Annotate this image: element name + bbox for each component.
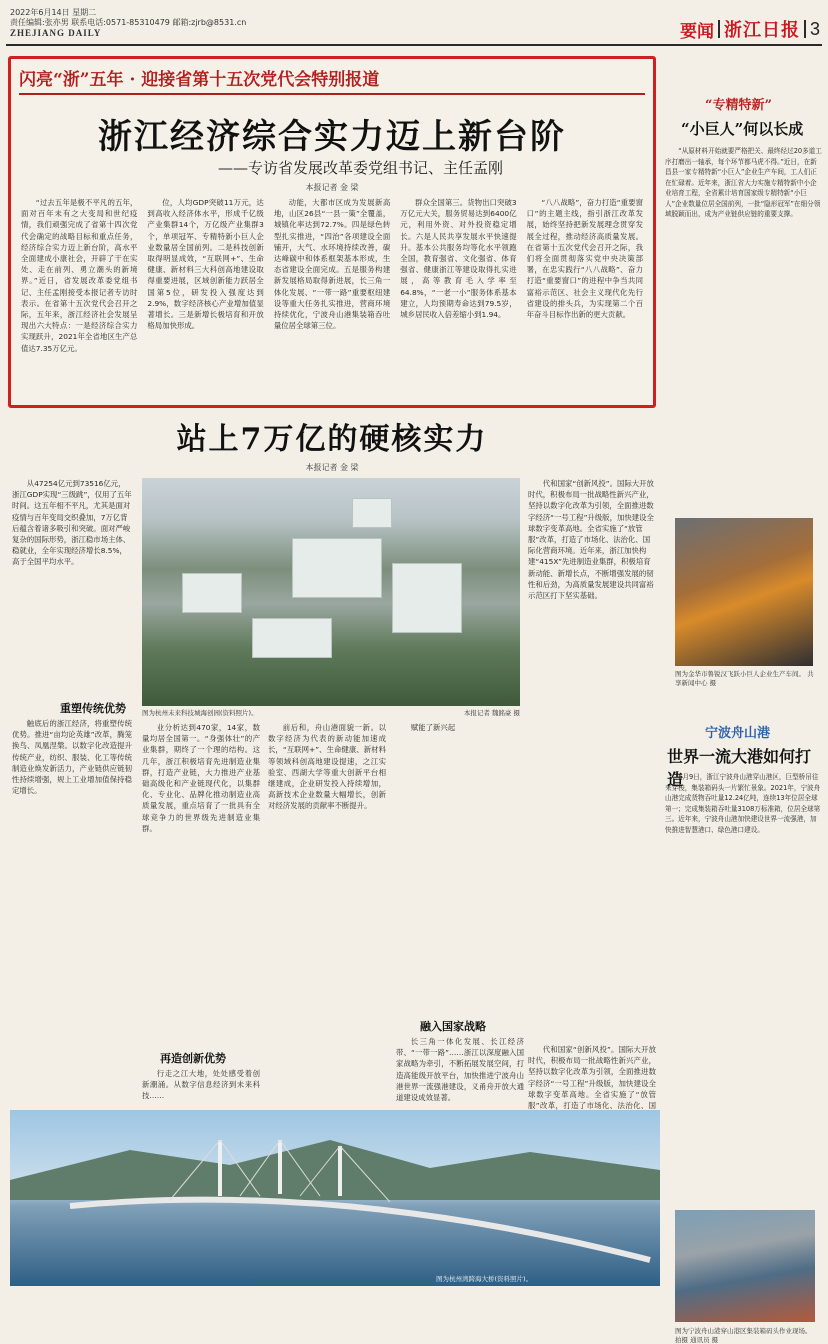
section-name: 要闻 bbox=[679, 21, 714, 42]
feature-column: “过去五年是极不平凡的五年，面对百年未有之大变局和世纪疫情，我们顽强完成了省第十四次党代会确定的战略目标和重点任务，经济综合实力迈上新台阶，高水平全面建成小康社会，开辟了干在实处、走在前列、勇立潮头的新境界。”近日，省发展改革委党组书记、主任孟刚接受本报记者专访时表示。在省第十五次党代会召开之际，五年来，浙江经济社会发展呈现出六大特点：一是经济综合实力实现跃升，2021年全省地区生产总值达7.35万亿元。 bbox=[21, 198, 138, 353]
feature-byline: 本报记者 金 梁 bbox=[305, 183, 359, 192]
subheading-traditional-advantage: 重塑传统优势 bbox=[60, 702, 126, 715]
article2-byline: 本报记者 金 梁 bbox=[305, 463, 359, 472]
body-column: 赋能了新兴起 bbox=[410, 723, 456, 732]
body-column: 长三角一体化发展、长江经济带、“一带一路”……浙江以深度融入国家战略为牵引，不断拓展发展空间，打造高能级开放平台，加快推进宁波舟山港世界一流强港建设，义甬舟开放大通道建设成效显著。 bbox=[396, 1037, 524, 1103]
feature-column: 群众全国第三。货物出口突破3万亿元大关，服务贸易达到6400亿元，利用外资、对外投资稳定增长。六是人民共享发展水平快速提升。基本公共服务均等化水平领跑全国，教育强省、文化强省、体育强省、健康浙江等建设取得扎实进展，高等教育毛入学率至64.8%，“一老一小”服务体系基本建立，人均预期寿命达到79.5岁，城乡居民收入倍差缩小到1.94。 bbox=[400, 198, 517, 320]
port-photo bbox=[675, 1210, 815, 1322]
right-body-port: 6月9日，浙江宁波舟山港穿山港区，巨型桥吊往来穿梭，集装箱码头一片繁忙景象。2021年，宁波舟山港完成货物吞吐量12.24亿吨，连续13年位居全球第一；完成集装箱吞吐量3108万标准箱，位居全球第三。近年来，宁波舟山港加快建设世界一流强港，加快推进智慧港口、绿色港口建设。 bbox=[665, 773, 821, 834]
bridge-caption: 图为杭州湾跨海大桥(资料照片)。 bbox=[436, 1275, 533, 1283]
paper-logo: 浙江日报 bbox=[723, 20, 800, 41]
factory-photo bbox=[675, 518, 813, 666]
mountains-shape bbox=[10, 1140, 660, 1200]
feature-subhead: ——专访省发展改革委党组书记、主任孟刚 bbox=[217, 159, 503, 177]
feature-article bbox=[8, 56, 656, 408]
port-caption: 图为宁波舟山港穿山港区集装箱码头作业现场。 拍摄 通讯员 摄 bbox=[675, 1327, 812, 1344]
divider bbox=[804, 20, 806, 38]
masthead-brand bbox=[680, 16, 820, 42]
building-shape bbox=[292, 538, 382, 598]
feature-kicker: 闪亮“浙”五年 · 迎接省第十五次党代会特别报道 bbox=[19, 70, 380, 90]
photo-credit: 本报记者 魏銘豪 摄 bbox=[463, 709, 520, 717]
kicker-rule bbox=[19, 93, 645, 95]
feature-headline[interactable]: 浙江经济综合实力迈上新台阶 bbox=[98, 117, 566, 157]
tech-park-photo bbox=[142, 478, 520, 706]
building-shape bbox=[352, 498, 392, 528]
right-headline-port[interactable]: 世界一流大港如何打造 bbox=[667, 747, 812, 789]
right-headline[interactable]: “小巨人”何以长成 bbox=[681, 120, 804, 138]
building-shape bbox=[182, 573, 242, 613]
masthead bbox=[6, 4, 822, 46]
body-column: 触底后的浙江经济，将重塑传统优势。推进“亩均论英雄”改革，腾笼换鸟、凤凰涅槃。以数字化改造提升传统产业，纺织、服装、化工等传统制造业焕发新活力，产业链供应链韧性持续增强，规上工业增加值保持稳定增长。 bbox=[12, 719, 132, 796]
right-body: “从原材料开始就要严格把关、最终经过20多道工序打磨出一轴承，每个环节都马虎不得。”近日，在新昌县一家专精特新“小巨人”企业生产车间，工人们正在忙碌着。近年来，浙江省大力实施专精特新中小企业培育工程，全省累计培育国家级专精特新“小巨人”企业数量位居全国前列，一批“隐形冠军”在细分领域脱颖而出，成为产业链供应链的重要支撑。 bbox=[665, 147, 822, 218]
masthead-info bbox=[10, 8, 246, 38]
building-shape bbox=[392, 563, 462, 633]
subheading-innovation: 再造创新优势 bbox=[160, 1052, 226, 1065]
factory-caption: 图为金华市鲁锐汉飞跃小巨人企业生产车间。 共享新闻中心 摄 bbox=[675, 670, 814, 687]
article2-headline[interactable]: 站上7万亿的硬核实力 bbox=[176, 422, 488, 457]
photo-caption bbox=[142, 708, 520, 717]
body-column: 代和国家“创新风投”。国际大开放时代，积极布局一批战略性新兴产业，坚持以数字化改革为引领，全面推进数字经济“一号工程”升级版，加快建设全球数字变革高地。全省实施了“放管服”改革，打造了市场化、法治化、国 bbox=[528, 1045, 656, 1111]
bridge-deck bbox=[70, 1200, 650, 1260]
article2-right-column: 代和国家“创新风投”。国际大开放时代，积极布局一批战略性新兴产业，坚持以数字化改革为引领，全面推进数字经济“一号工程”升级版，加快建设全球数字变革高地。全省实施了“放管服”改革，打造了市场化、法治化、国际化营商环境。近年来，浙江加快构建“415X”先进制造业集群，积极培育新动能、新增长点，不断增强发展的韧性和后劲，为高质量发展建设共同富裕示范区打下坚实基础。 bbox=[528, 479, 654, 601]
body-column: 行走之江大地，处处感受着创新潮涌。从数字信息经济到未来科技…… bbox=[142, 1069, 260, 1101]
right-column bbox=[665, 60, 822, 1344]
feature-column: 动能，大都市区成为发展新高地，山区26县“一县一策”全覆盖，城镇化率达到72.7%。四是绿色转型扎实推进，“四治”各项建设全面铺开，大气、水环境持续改善，碳达峰碳中和体系框架基本形成，生态省建设全面完成。五是服务构建新发展格局取得新进展，长三角一体化发展、“一带一路”重要枢纽建设等重大任务扎实推进，营商环境持续优化，宁波舟山港集装箱吞吐量位居全球第三位。 bbox=[273, 198, 391, 331]
right-tag-port: 宁波舟山港 bbox=[705, 726, 771, 741]
body-column: 业分析达到470家，14家，数量均居全国第一。“身强体壮”的产业集群，期终了一个理的结构。这几年，浙江积极培育先进制造业集群，打造产业链，大力推进产业基础高级化和产业链现代化，以集群化、专业化、品牌化推动制造业高质量发展，重点培育了一批具有全球竞争力的世界级先进制造业集群。 bbox=[142, 723, 260, 833]
feature-columns bbox=[21, 197, 643, 397]
date-line: 2022年6月14日 星期二 bbox=[10, 8, 97, 17]
subheading-national-strategy: 融入国家战略 bbox=[420, 1020, 486, 1033]
feature-column: “八八战略”，奋力打造“重要窗口”的主题主线，指引浙江改革发展，始终坚持把新发展理念贯穿发展全过程，推动经济高质量发展。在省第十五次党代会召开之际，我们将全面贯彻落实党中央决策部署，在忠实践行“八八战略”、奋力打造“重要窗口”的进程中争当共同富裕示范区、社会主义现代化先行省建设的排头兵，为实现第二个百年奋斗目标作出新的更大贡献。 bbox=[526, 198, 644, 320]
bridge-illustration bbox=[10, 1110, 660, 1286]
article2-lead-column: 从47254亿元到73516亿元，浙江GDP实现“三级跳”，仅用了五年时间。这五年相不平凡，尤其是面对疫情与百年变局交织叠加，7万亿背后蕴含着诸多吸引和突破。面对严峻复杂的国际形势，浙江稳市场主体、稳就业，全年实现经济增长8.5%，高于全国平均水平。 bbox=[12, 479, 132, 567]
bridge-photo bbox=[10, 1110, 660, 1286]
page-number: 3 bbox=[809, 18, 820, 39]
photo-caption-text: 图为杭州未来科技城海创园(资料照片)。 bbox=[142, 709, 258, 717]
divider bbox=[718, 20, 720, 38]
feature-column: 位，人均GDP突破11万元，达到高收入经济体水平，形成千亿级产业集群14个，万亿级产业集群3个，单项冠军、专精特新小巨人企业数量居全国前列。二是科技创新取得明显成效，“互联网+”、生命健康、新材料三大科创高地建设取得重要进展，区域创新能力跃居全国第5位，研发投入强度达到2.9%，数字经济核心产业增加值显著增长。三是新增长极培育和开放格局加快形成。 bbox=[147, 198, 264, 331]
editor-line: 责任编辑:张亦男 联系电话:0571-85310479 邮箱:zjrb@8531.cn bbox=[10, 18, 247, 27]
building-shape bbox=[252, 618, 332, 658]
right-tag: “专精特新” bbox=[705, 98, 772, 113]
body-column: 前后和，舟山港面貌一新。以数字经济为代表的新动能加速成长，“互联网+”、生命健康、新材料等领域科创高地建设提速，之江实验室、西湖大学等重大创新平台相继建成，企业研发投入持续增加，高新技术企业数量大幅增长，创新对经济发展的贡献率不断提升。 bbox=[268, 723, 386, 811]
paper-english-name: ZHEJIANG DAILY bbox=[10, 28, 102, 38]
